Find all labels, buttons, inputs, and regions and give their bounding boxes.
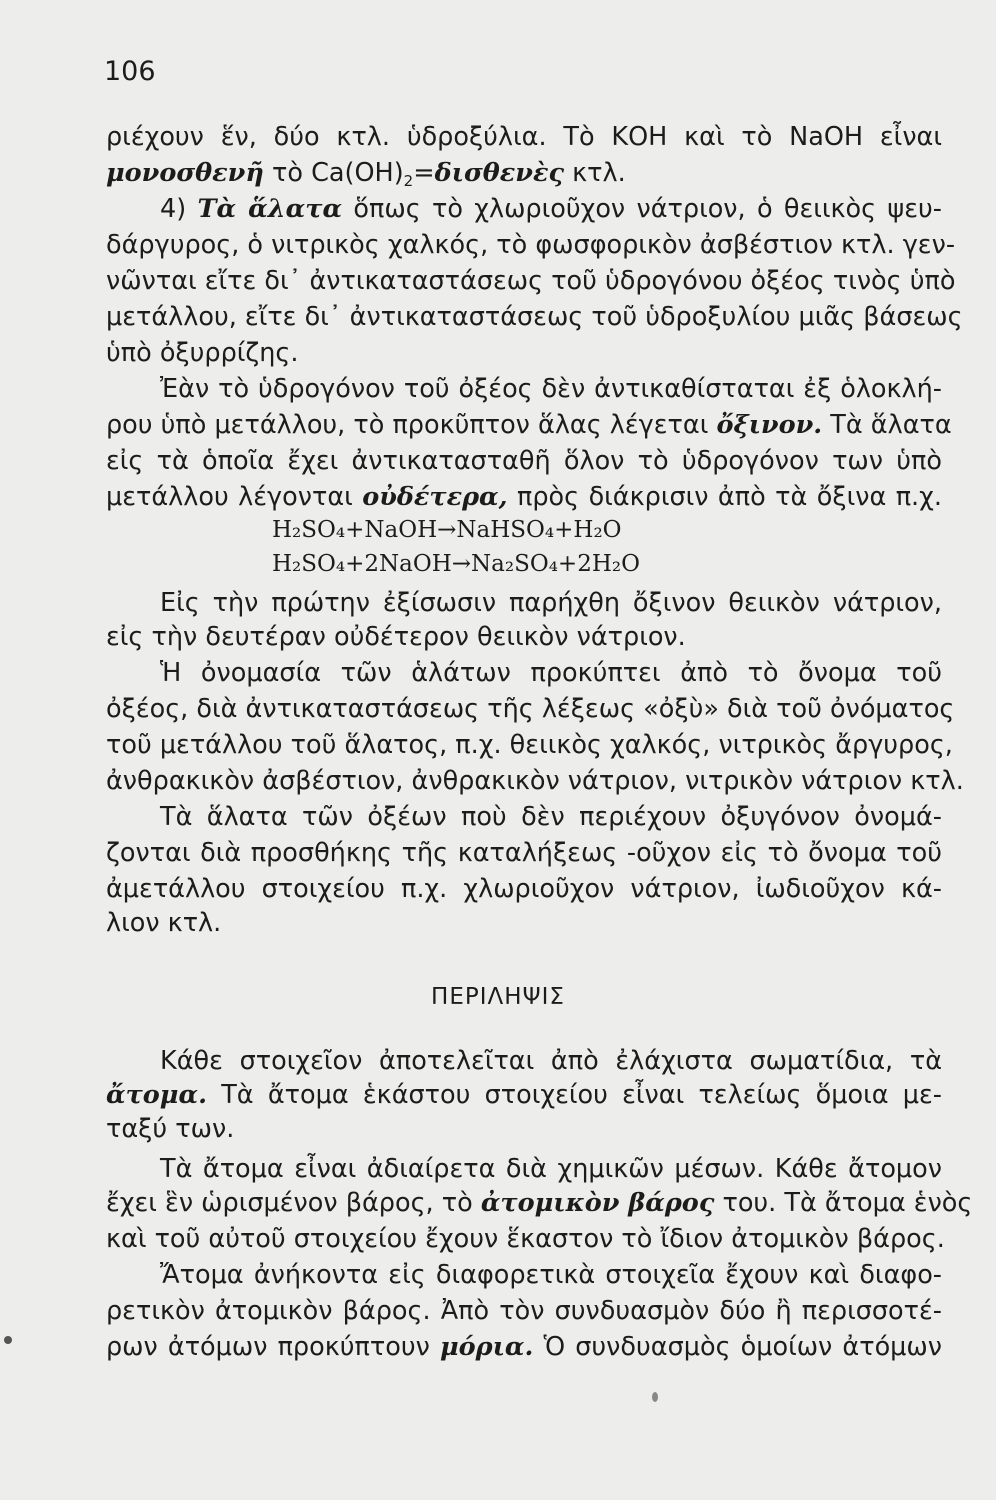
text-line: Ἡ ὀνομασία τῶν ἁλάτων προκύπτει ἀπὸ τὸ ὄνομα τοῦ [160,658,942,688]
text-line: ταξύ των. [106,1114,235,1144]
text-line: Εἰς τὴν πρώτην ἐξίσωσιν παρήχθη ὄξινον θειικὸν νάτριον, [160,588,942,618]
emphasis: οὐδέτερα, [362,482,508,512]
emphasis: ὄξινον. [716,410,823,440]
emphasis: δισθενὲς [434,158,564,188]
text-line: εἰς τὰ ὁποῖα ἔχει ἀντικατασταθῆ ὅλον τὸ ὑδρογόνον των ὑπὸ [106,446,942,476]
scan-speck [652,1392,658,1402]
scan-speck [4,1336,12,1344]
emphasis: Τὰ ἅλατα [197,194,343,224]
chemical-equation: H₂SO₄+NaOH→NaHSO₄+H₂O [272,517,622,543]
text-line: μετάλλου λέγονται οὐδέτερα, πρὸς διάκρισιν ἀπὸ τὰ ὄξινα π.χ. [106,482,942,512]
text-line: Τὰ ἅλατα τῶν ὀξέων ποὺ δὲν περιέχουν ὀξυγόνον ὀνομά- [160,802,942,832]
text-line: ἀνθρακικὸν ἀσβέστιον, ἀνθρακικὸν νάτριον, νιτρικὸν νάτριον κτλ. [106,766,964,796]
section-heading: ΠΕΡΙΛΗΨΙΣ [431,984,565,1010]
text-line: 4) Τὰ ἅλατα ὅπως τὸ χλωριοῦχον νάτριον, ὁ θειικὸς ψευ- [160,194,942,224]
emphasis: μόρια. [439,1332,534,1362]
text-line: ὀξέος, διὰ ἀντικαταστάσεως τῆς λέξεως «ὀξὺ» διὰ τοῦ ὀνόματος [106,694,955,724]
text-line: τοῦ μετάλλου τοῦ ἅλατος, π.χ. θειικὸς χαλκός, νιτρικὸς ἄργυρος, [106,730,953,760]
emphasis: ἀτομικὸν βάρος [480,1188,715,1218]
text-line: ἔχει ἓν ὡρισμένον βάρος, τὸ ἀτομικὸν βάρος του. Τὰ ἄτομα ἑνὸς [106,1188,973,1218]
text-line: ρων ἀτόμων προκύπτουν μόρια. Ὁ συνδυασμὸς ὁμοίων ἀτόμων [106,1332,942,1362]
text-line: ρετικὸν ἀτομικὸν βάρος. Ἀπὸ τὸν συνδυασμὸν δύο ἢ περισσοτέ- [106,1296,942,1326]
text-line: μετάλλου, εἴτε δι᾽ ἀντικαταστάσεως τοῦ ὑδροξυλίου μιᾶς βάσεως [106,302,963,332]
text-line: ἀμετάλλου στοιχείου π.χ. χλωριοῦχον νάτριον, ἰωδιοῦχον κά- [106,874,942,904]
text-line: Ἐὰν τὸ ὑδρογόνον τοῦ ὀξέος δὲν ἀντικαθίσταται ἐξ ὁλοκλή- [160,374,942,404]
text-line: ζονται διὰ προσθήκης τῆς καταλήξεως -οῦχον εἰς τὸ ὄνομα τοῦ [106,838,942,868]
text-line: ὑπὸ ὀξυρρίζης. [106,338,299,368]
text-line: Κάθε στοιχεῖον ἀποτελεῖται ἀπὸ ἐλάχιστα σωματίδια, τὰ [160,1046,942,1076]
text-line: μονοσθενῆ τὸ Ca(OH)2=δισθενὲς κτλ. [106,158,626,190]
text-line: ἄτομα. Τὰ ἄτομα ἑκάστου στοιχείου εἶναι τελείως ὅμοια με- [106,1080,942,1110]
text-line: δάργυρος, ὁ νιτρικὸς χαλκός, τὸ φωσφορικὸν ἀσβέστιον κτλ. γεν- [106,230,956,260]
text-line: εἰς τὴν δευτέραν οὐδέτερον θειικὸν νάτριον. [106,622,686,652]
text-line: νῶνται εἴτε δι᾽ ἀντικαταστάσεως τοῦ ὑδρογόνου ὀξέος τινὸς ὑπὸ [106,266,956,296]
page-number: 106 [104,56,156,87]
emphasis: ἄτομα. [106,1080,207,1110]
text-line: ριέχουν ἕν, δύο κτλ. ὑδροξύλια. Τὸ ΚΟΗ καὶ τὸ NaOH εἶναι [106,122,942,152]
chemical-equation: H₂SO₄+2NaOH→Na₂SO₄+2H₂O [272,551,640,577]
emphasis: μονοσθενῆ [106,158,264,188]
text-line: καὶ τοῦ αὐτοῦ στοιχείου ἔχουν ἕκαστον τὸ ἴδιον ἀτομικὸν βάρος. [106,1224,945,1254]
text-line: ρου ὑπὸ μετάλλου, τὸ προκῦπτον ἅλας λέγεται ὄξινον. Τὰ ἅλατα [106,410,952,440]
text-line: Τὰ ἄτομα εἶναι ἀδιαίρετα διὰ χημικῶν μέσων. Κάθε ἄτομον [160,1154,942,1184]
text-line: λιον κτλ. [106,908,222,938]
text-line: Ἄτομα ἀνήκοντα εἰς διαφορετικὰ στοιχεῖα ἔχουν καὶ διαφο- [160,1260,942,1290]
